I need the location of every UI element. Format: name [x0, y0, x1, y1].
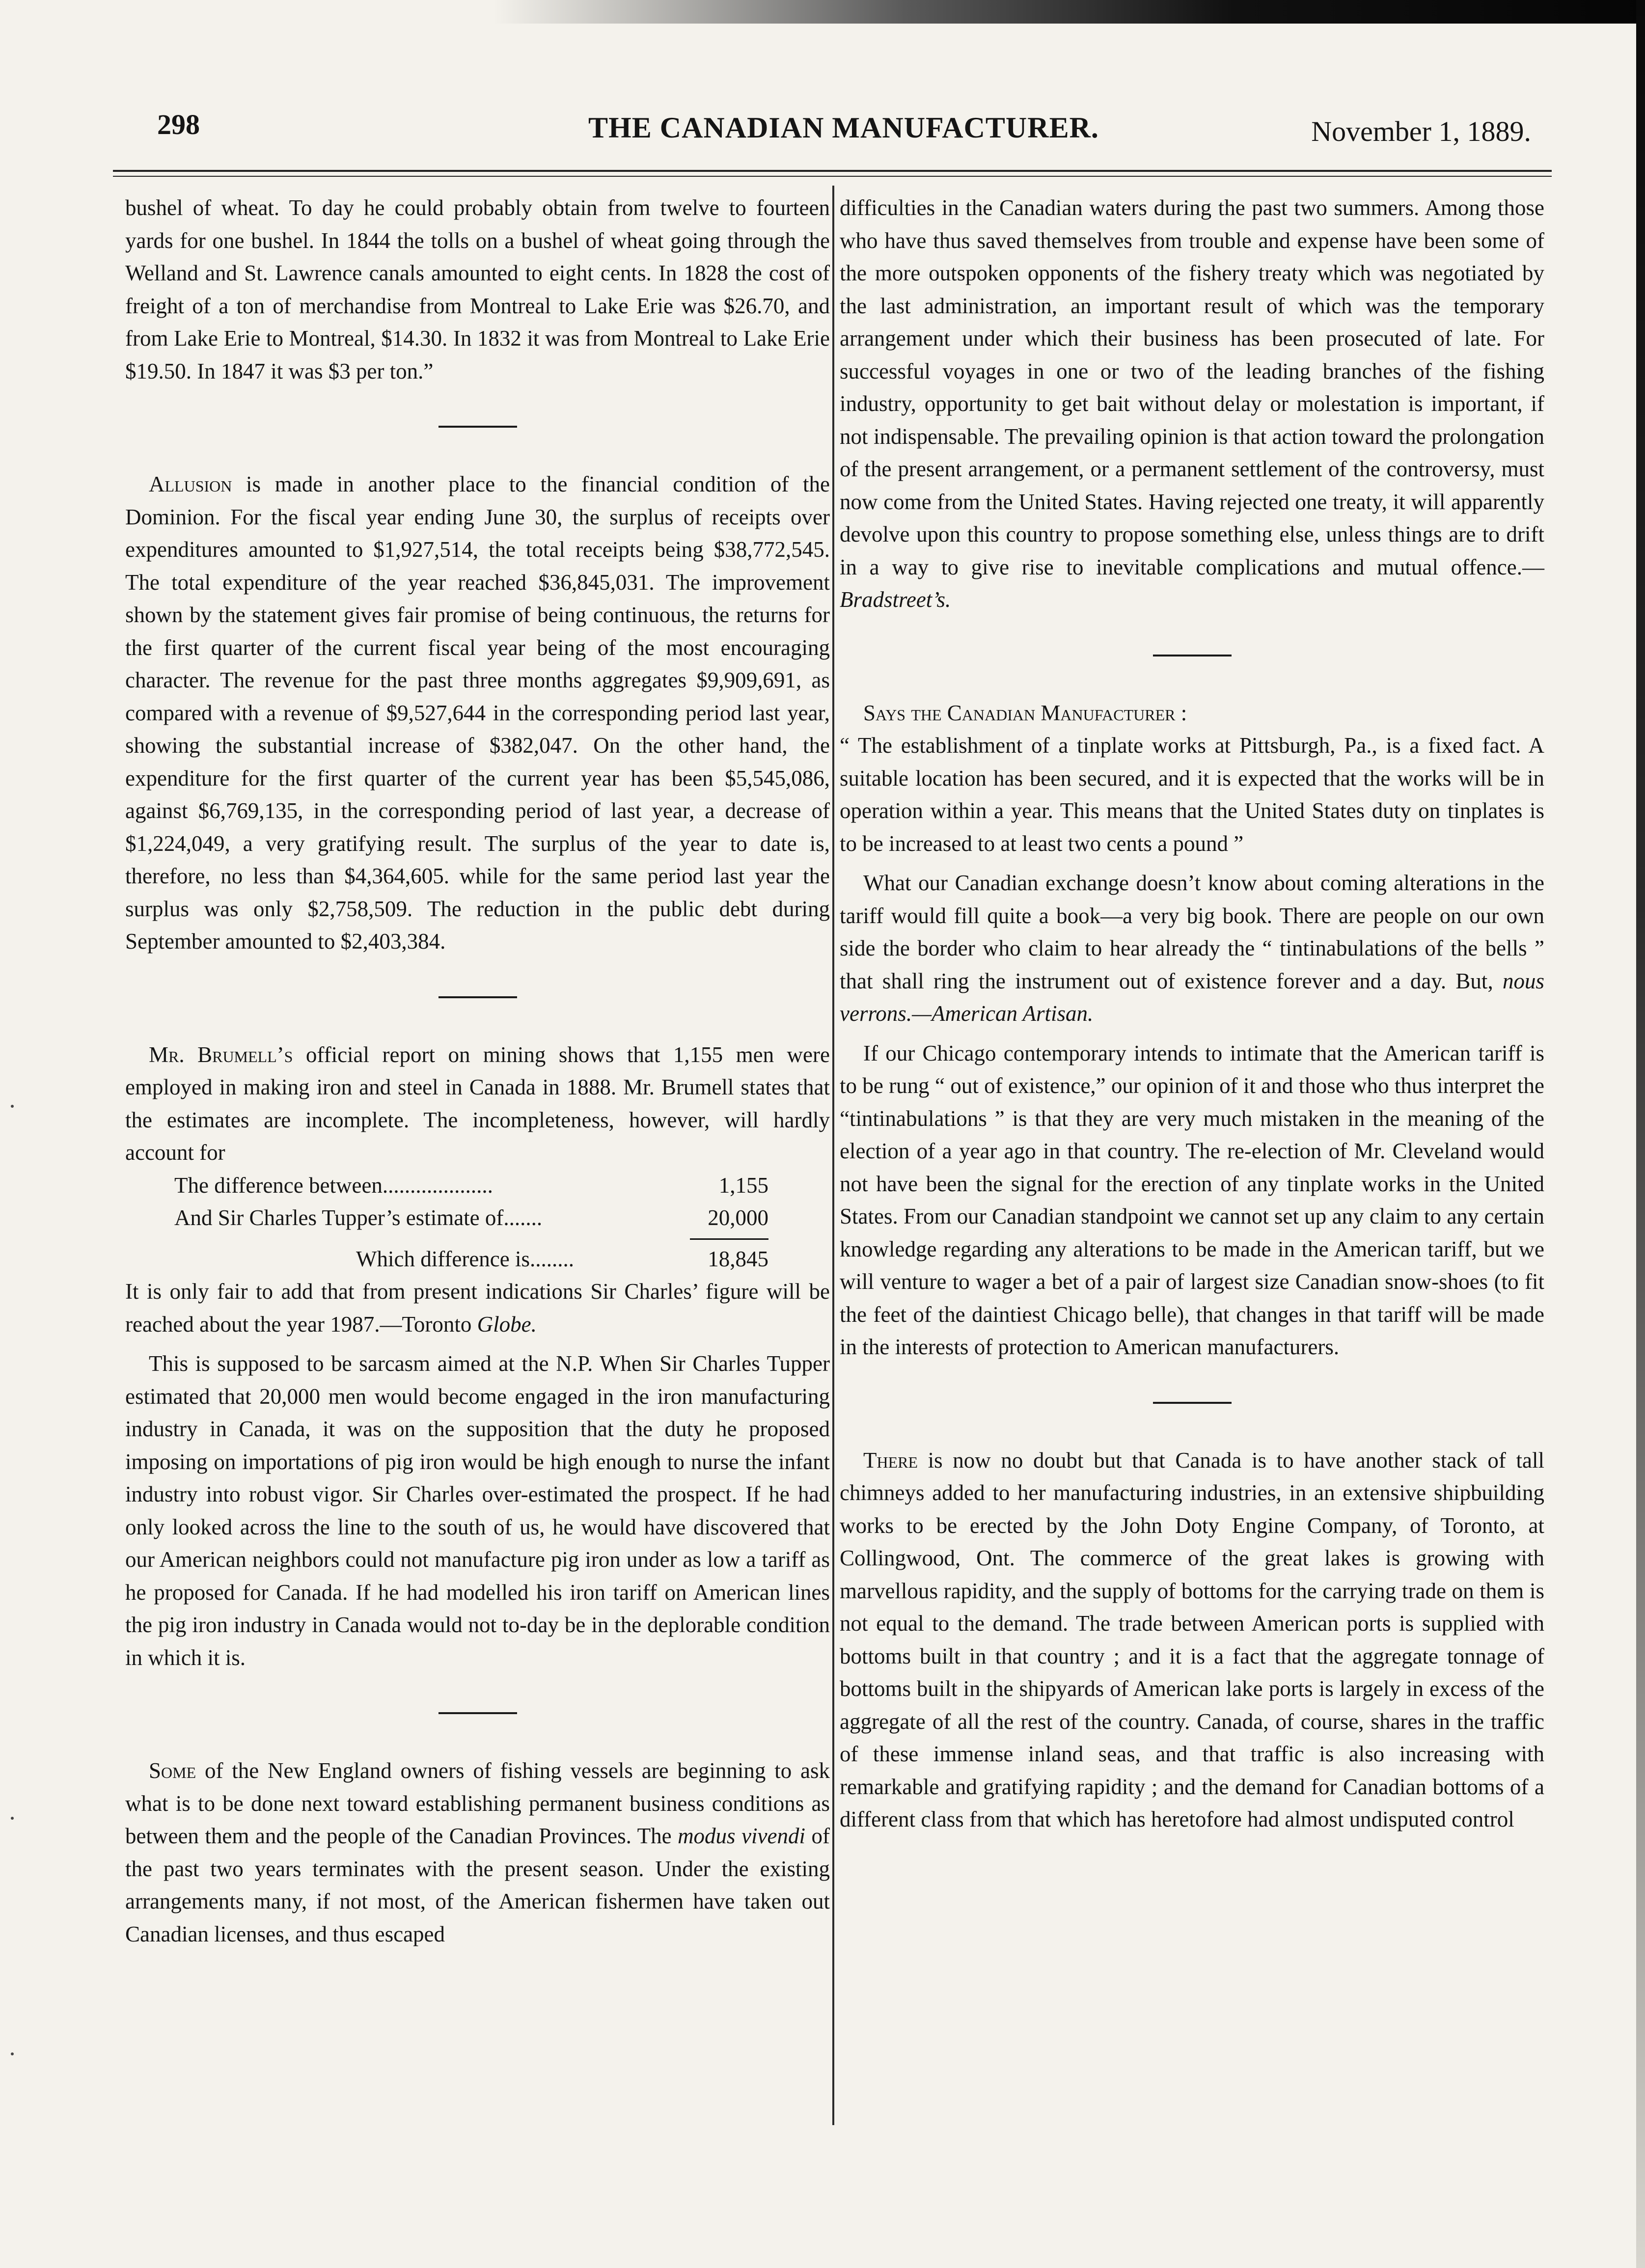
- source-attribution: nous verrons.—American Artisan.: [840, 968, 1544, 1026]
- figures-value: 20,000: [708, 1205, 768, 1230]
- paragraph-tinplate-quote: “ The establishment of a tinplate works at Pittsburgh, Pa., is a fixed fact. A suitable location has been secured, and it is expected that the works will be in operation within a year. This means that the United States duty on tinplates is to be increased to at least two cents a pound ”: [840, 733, 1544, 856]
- paragraph-text: is made in another place to the financial condition of the Dominion. For the fiscal year ending June 30, the surplus of receipts over expenditures amounted to $1,927,514, the total receipts being $38,772,545. The total expenditure of the year reached $36,845,031. The improvement shown by the statement gives fair promise of being continuous, the returns for the first quarter of the current fiscal year being of the most encouraging character. The revenue for the past three months aggregates $9,909,691, as compared with a revenue of $9,527,644 in the corresponding period last year, showing the substantial increase of $382,047. On the other hand, the expenditure for the first quarter of the current year has been $5,545,086, against $6,769,135, in the corresponding period of last year, a decrease of $1,224,049, a very gratifying result. The surplus of the year to date is, therefore, no less than $4,364,605. while for the same period last year the surplus was only $2,758,509. The reduction in the public debt during September amounted to $2,403,384.: [125, 472, 830, 954]
- page-number: 298: [157, 109, 200, 140]
- figures-row: [125, 1243, 822, 1276]
- scan-speck: [11, 2052, 14, 2055]
- paragraph-freight-costs: bushel of wheat. To day he could probably obtain from twelve to fourteen yards for one bushel. In 1844 the tolls on a bushel of wheat going through the Welland and St. Lawrence canals amounted to eight cents. In 1828 the cost of freight of a ton of merchandise from Montreal to Lake Erie was $26.70, and from Lake Erie to Montreal, $14.30. In 1832 it was from Montreal to Lake Erie $19.50. In 1847 it was $3 per ton.”: [125, 195, 830, 383]
- paragraph-chicago-contemporary: If our Chicago contemporary intends to intimate that the American tariff is to be rung “ out of existence,” our opinion of it and those who thus interpret the “tintinabulations ” is that they are very much mistaken in the meaning of the election of a year ago in that country. The re-election of Mr. Cleveland would not have been the signal for the erection of any tinplate works in the United States. From our Canadian standpoint we cannot set up any claim to any certain knowledge regarding any alterations to be made in the American tariff, but we will venture to wager a bet of a pair of largest size Canadian snow-shoes (to fit the feet of the daintiest Chicago belle), that changes in that tariff will be made in the interests of protection to American manufacturers.: [840, 1040, 1544, 1359]
- figures-row: [125, 1202, 822, 1234]
- paragraph-shipbuilding: [840, 1444, 1544, 1836]
- header-rule: [113, 170, 1552, 172]
- paragraph-text: difficulties in the Canadian waters during the past two summers. Among those who have thus saved themselves from trouble and expense have been some of the more outspoken opponents of the fishery treaty which was negotiated by the last administration, an important result of which was the temporary arrangement under which their business has been prosecuted of late. For successful voyages in one or two of the leading branches of the fishing industry, opportunity to get bait without delay or molestation is important, if not indispensable. The prevailing opinion is that action toward the prolongation of the present arrangement, or a permanent settlement of the controversy, must now come from the United States. Having rejected one treaty, it will apparently devolve upon this country to propose something else, unless things are to drift in a way to give rise to inevitable complications and mutual offence.—: [840, 195, 1544, 579]
- paragraph-np-response: This is supposed to be sarcasm aimed at the N.P. When Sir Charles Tupper estimated that 20,000 men would become engaged in the iron manufacturing industry in Canada, it was on the supposition that the duty he proposed imposing on importations of pig iron would be high enough to nurse the infant industry into robust vigor. Sir Charles over-estimated the prospect. If he had only looked across the line to the south of us, he would have discovered that our American neighbors could not manufacture pig iron under as low a tariff as he proposed for Canada. If he had modelled his iron tariff on American lines the pig iron industry in Canada would not to-day be in the deplorable condition in which it is.: [125, 1351, 830, 1670]
- right-column: [840, 191, 1544, 1836]
- scan-speck: [11, 1817, 14, 1820]
- issue-date: November 1, 1889.: [1311, 115, 1531, 147]
- section-separator: [439, 996, 517, 998]
- page-header: [156, 98, 1531, 162]
- italic-phrase: modus vivendi: [678, 1824, 805, 1848]
- figures-label: And Sir Charles Tupper’s estimate of.......: [174, 1205, 543, 1230]
- figures-row: [125, 1169, 822, 1202]
- paragraph-fishery-continued: [840, 191, 1544, 616]
- paragraph-text: is now no doubt but that Canada is to have another stack of tall chimneys added to her manufacturing industries, in an extensive shipbuilding works to be erected by the John Doty Engine Company, of Toronto, at Collingwood, Ont. The commerce of the great lakes is growing with marvellous rapidity, and the supply of bottoms for the carrying trade on them is not equal to the demand. The trade between American ports is supplied with bottoms built in that country ; and it is a fact that the aggregate tonnage of bottoms built in the shipyards of American lake ports is largely in excess of the aggregate of all the rest of the country. Canada, of course, shares in the traffic of these immense inland seas, and that traffic is also increasing with remarkable and gratifying rapidity ; and the demand for Canadian bottoms of a different class from that which has heretofore had almost undisputed control: [840, 1448, 1544, 1831]
- lead-word: There: [863, 1448, 918, 1473]
- lead-word: Allusion: [149, 472, 232, 496]
- header-rule-thin: [113, 176, 1552, 177]
- source-attribution: Globe.: [477, 1312, 537, 1337]
- paragraph-text: What our Canadian exchange doesn’t know about coming alterations in the tariff would fill quite a book—a very big book. There are people on our own side the border who claim to hear already the “ tintinabulations of the bells ” that shall ring the instrument out of existence forever and a day. But,: [840, 871, 1544, 993]
- lead-word: Mr. Brumell’s: [149, 1042, 293, 1067]
- lead-word: Some: [149, 1758, 196, 1783]
- paragraph-says-intro: [840, 697, 1544, 730]
- paragraph-text: of the New England owners of fishing vessels are beginning to ask what is to be done next toward establishing permanent business conditions as between them and the people of the Canadian Provinces. The: [125, 1758, 830, 1848]
- sum-rule: [690, 1238, 768, 1240]
- section-separator: [439, 1712, 517, 1714]
- paragraph-globe-quote: [125, 1275, 830, 1340]
- figures-total: [125, 1243, 822, 1276]
- figures-label: The difference between....................: [174, 1173, 493, 1198]
- figures-value: 18,845: [708, 1246, 768, 1271]
- paragraph-fishing-vessels: [125, 1754, 830, 1950]
- left-column: [125, 191, 830, 1950]
- section-separator: [1153, 655, 1232, 656]
- figures-table: [125, 1169, 822, 1234]
- section-separator: [1153, 1402, 1232, 1404]
- publication-title: THE CANADIAN MANUFACTURER.: [588, 111, 1099, 144]
- lead-word: Says the Canadian Manufacturer: [863, 700, 1176, 725]
- paragraph-tariff-book: [840, 867, 1544, 1030]
- paragraph-text: :: [1175, 700, 1187, 725]
- source-attribution: Bradstreet’s.: [840, 587, 951, 612]
- figures-label: Which difference is........: [356, 1246, 575, 1271]
- paragraph-text: of the past two years terminates with the present season. Under the existing arrangements many, if not most, of the American fishermen have taken out Canadian licenses, and thus escaped: [125, 1824, 830, 1946]
- scan-edge-right: [1636, 0, 1645, 2268]
- scan-speck: [11, 1105, 14, 1108]
- paragraph-financial-condition: [125, 468, 830, 958]
- scan-edge-top: [0, 0, 1645, 24]
- paragraph-text: official report on mining shows that 1,155 men were employed in making iron and steel in Canada in 1888. Mr. Brumell states that the estimates are incomplete. The incompleteness, however, will hardly account for: [125, 1042, 830, 1165]
- column-divider: [832, 186, 834, 2125]
- paragraph-text: It is only fair to add that from present indications Sir Charles’ figure will be reached about the year 1987.—Toronto: [125, 1279, 830, 1337]
- paragraph-mining-report: [125, 1038, 830, 1169]
- figures-value: 1,155: [718, 1173, 768, 1198]
- section-separator: [439, 426, 517, 428]
